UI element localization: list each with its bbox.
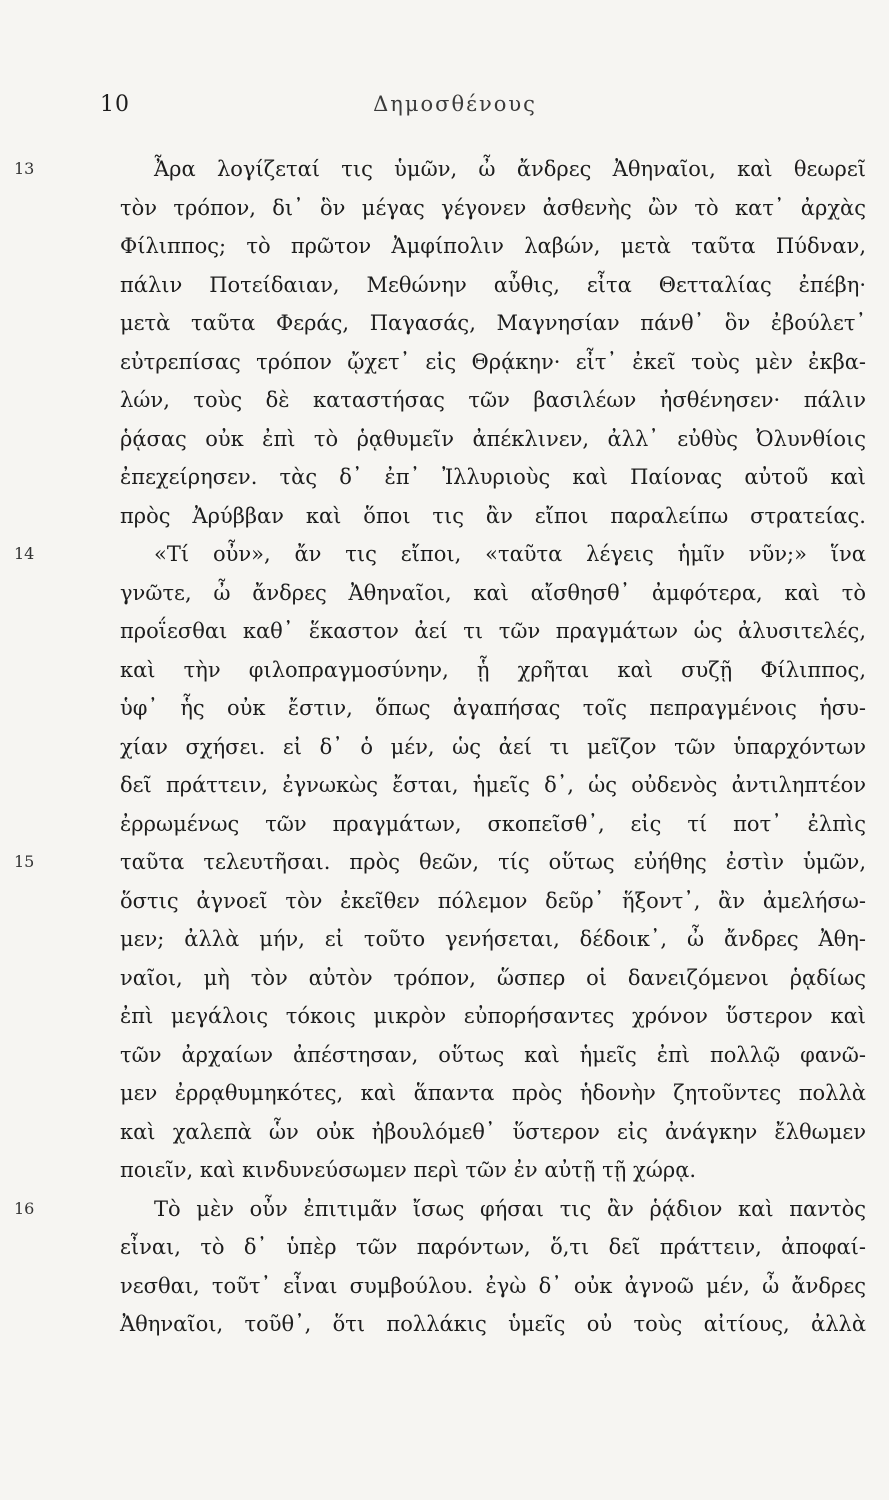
text-line (120, 266, 866, 305)
line-text: Ἀθηναῖοι, τοῦθ᾽, ὅτι πολλάκις ὑμεῖς οὐ τοὺς αἰτίους, ἀλλὰ (120, 1312, 866, 1336)
text-line (14, 1190, 866, 1229)
line-text: καὶ τὴν φιλοπραγμοσύνην, ᾗ χρῆται καὶ συζῇ Φίλιππος, (120, 657, 866, 682)
line-text: ποιεῖν, καὶ κινδυνεύσωμεν περὶ τῶν ἐν αὐτῇ τῇ χώρᾳ. (120, 1158, 697, 1182)
line-text: πρὸς Ἀρύββαν καὶ ὅποι τις ἂν εἴποι παραλείπω στρατείας. (120, 503, 866, 528)
text-line (120, 612, 866, 651)
text-line (120, 959, 866, 998)
line-text: εὐτρεπίσας τρόπον ᾤχετ᾽ εἰς Θρᾴκην· εἶτ᾽ ἐκεῖ τοὺς μὲν ἐκβα- (120, 349, 866, 374)
line-text: χίαν σχήσει. εἰ δ᾽ ὁ μέν, ὡς ἀεί τι μεῖζον τῶν ὑπαρχόντων (120, 734, 866, 759)
page-header (0, 92, 889, 128)
text-line (120, 1228, 866, 1267)
line-text: τὸν τρόπον, δι᾽ ὃν μέγας γέγονεν ἀσθενὴς ὢν τὸ κατ᾽ ἀρχὰς (120, 195, 866, 220)
line-text: ἐπὶ μεγάλοις τόκοις μικρὸν εὐπορήσαντες χρόνον ὕστερον καὶ (120, 1004, 866, 1028)
line-text: λών, τοὺς δὲ καταστήσας τῶν βασιλέων ἠσθένησεν· πάλιν (120, 388, 866, 412)
line-text: πάλιν Ποτείδαιαν, Μεθώνην αὖθις, εἶτα Θετταλίας ἐπέβη· (120, 272, 866, 297)
line-text: γνῶτε, ὦ ἄνδρες Ἀθηναῖοι, καὶ αἴσθησθ᾽ ἀμφότερα, καὶ τὸ (120, 580, 866, 605)
text-line (120, 343, 866, 382)
line-text: ὅστις ἀγνοεῖ τὸν ἐκεῖθεν πόλεμον δεῦρ᾽ ἥξοντ᾽, ἂν ἀμελήσω- (120, 888, 866, 913)
text-line (120, 189, 866, 228)
line-text: νεσθαι, τοῦτ᾽ εἶναι συμβούλου. ἐγὼ δ᾽ οὐκ ἀγνοῶ μέν, ὦ ἄνδρες (120, 1273, 866, 1298)
line-text: ῥᾴσας οὐκ ἐπὶ τὸ ῥᾳθυμεῖν ἀπέκλινεν, ἀλλ᾽ εὐθὺς Ὀλυνθίοις (120, 426, 866, 451)
page-number: 10 (100, 92, 130, 117)
text-line (120, 882, 866, 921)
body-text (14, 150, 866, 1344)
line-text: ἐρρωμένως τῶν πραγμάτων, σκοπεῖσθ᾽, εἰς τί ποτ᾽ ἐλπὶς (120, 811, 866, 836)
line-text: προΐεσθαι καθ᾽ ἕκαστον ἀεί τι τῶν πραγμάτων ὡς ἀλυσιτελές, (120, 619, 866, 643)
text-line (120, 805, 866, 844)
text-line (120, 497, 866, 536)
line-text: καὶ χαλεπὰ ὧν οὐκ ἠβουλόμεθ᾽ ὕστερον εἰς ἀνάγκην ἔλθωμεν (120, 1119, 866, 1144)
line-text: μετὰ ταῦτα Φεράς, Παγασάς, Μαγνησίαν πάνθ᾽ ὃν ἐβούλετ᾽ (120, 311, 866, 335)
text-line (120, 381, 866, 420)
line-text: μεν; ἀλλὰ μήν, εἰ τοῦτο γενήσεται, δέδοικ᾽, ὦ ἄνδρες Ἀθη- (120, 927, 866, 951)
text-line (120, 689, 866, 728)
line-text: Φίλιππος; τὸ πρῶτον Ἀμφίπολιν λαβών, μετὰ ταῦτα Πύδναν, (120, 234, 866, 258)
line-text: «Τί οὖν», ἄν τις εἴποι, «ταῦτα λέγεις ἡμῖν νῦν;» ἵνα (154, 542, 866, 566)
text-line (120, 1267, 866, 1306)
text-line (14, 535, 866, 574)
text-line (120, 1074, 866, 1113)
line-text: ναῖοι, μὴ τὸν αὐτὸν τρόπον, ὥσπερ οἱ δανειζόμενοι ῥᾳδίως (120, 965, 866, 990)
section-number: 16 (14, 1198, 35, 1218)
line-text: ταῦτα τελευτῆσαι. πρὸς θεῶν, τίς οὕτως εὐήθης ἐστὶν ὑμῶν, (120, 850, 866, 874)
line-text: Ἆρα λογίζεταί τις ὑμῶν, ὦ ἄνδρες Ἀθηναῖοι, καὶ θεωρεῖ (154, 157, 866, 181)
line-text: τῶν ἀρχαίων ἀπέστησαν, οὕτως καὶ ἡμεῖς ἐπὶ πολλῷ φανῶ- (120, 1042, 866, 1067)
text-line (120, 1151, 866, 1190)
text-line (120, 766, 866, 805)
line-text: δεῖ πράττειν, ἐγνωκὼς ἔσται, ἡμεῖς δ᾽, ὡς οὐδενὸς ἀντιληπτέον (120, 773, 866, 797)
line-text: ἐπεχείρησεν. τὰς δ᾽ ἐπ᾽ Ἰλλυριοὺς καὶ Παίονας αὐτοῦ καὶ (120, 465, 866, 489)
line-text: Τὸ μὲν οὖν ἐπιτιμᾶν ἴσως φήσαι τις ἂν ῥᾴδιον καὶ παντὸς (154, 1196, 866, 1221)
line-text: μεν ἐρρᾳθυμηκότες, καὶ ἅπαντα πρὸς ἡδονὴν ζητοῦντες πολλὰ (120, 1081, 866, 1105)
text-line (120, 728, 866, 767)
text-line (14, 150, 866, 189)
text-line (14, 843, 866, 882)
text-line (120, 1305, 866, 1344)
text-line (120, 997, 866, 1036)
section-number: 14 (14, 544, 35, 563)
text-line (120, 1113, 866, 1152)
text-line (120, 920, 866, 959)
text-line (120, 574, 866, 613)
running-title: Δημοσθένους (373, 92, 537, 116)
section-number: 13 (14, 159, 35, 178)
section-number: 15 (14, 852, 35, 871)
text-line (120, 1036, 866, 1075)
text-line (120, 420, 866, 459)
line-text: εἶναι, τὸ δ᾽ ὑπὲρ τῶν παρόντων, ὅ,τι δεῖ πράττειν, ἀποφαί- (120, 1235, 866, 1259)
line-text: ὑφ᾽ ἧς οὐκ ἔστιν, ὅπως ἀγαπήσας τοῖς πεπραγμένοις ἡσυ- (120, 696, 866, 720)
text-line (120, 651, 866, 690)
text-line (120, 227, 866, 266)
text-line (120, 458, 866, 497)
text-line (120, 304, 866, 343)
